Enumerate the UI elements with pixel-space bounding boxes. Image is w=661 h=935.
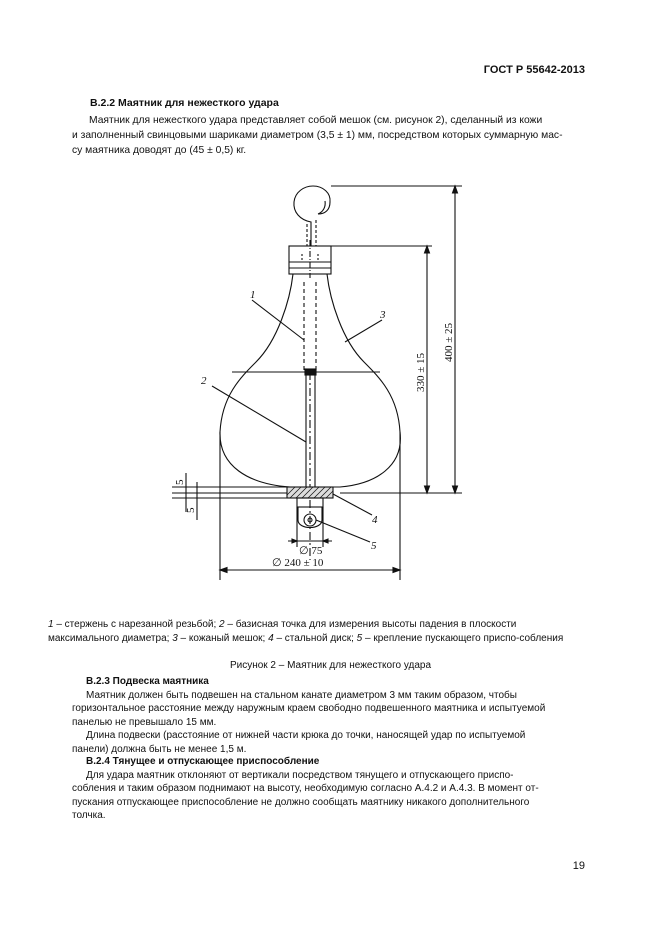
page-number: 19 xyxy=(572,860,585,872)
paragraph-line: Маятник для нежесткого удара представляет собой мешок (см. рисунок 2), сделанный из кожи xyxy=(89,115,543,126)
dimension-left-5-lower: 5 xyxy=(185,507,197,513)
paragraph-line: собления и таким образом поднимают на высоту, необходимую согласно А.4.2 и А.4.3. В момент от- xyxy=(72,783,539,795)
paragraph-line: панели) должна быть не менее 1,5 м. xyxy=(72,743,247,755)
paragraph-line: Маятник должен быть подвешен на стальном канате диаметром 3 мм таким образом, чтобы xyxy=(86,690,517,701)
callout-1: 1 xyxy=(250,289,256,301)
dimension-diameter-240: ∅ 240 ± 10 xyxy=(272,557,324,569)
paragraph-line: толчка. xyxy=(72,810,106,822)
legend-number: 4 xyxy=(268,632,274,644)
legend-number: 5 xyxy=(356,632,363,644)
paragraph-line: и заполненный свинцовыми шариками диаметром (3,5 ± 1) мм, посредством которых суммарную мас- xyxy=(72,130,563,141)
legend-text: – стальной диск; xyxy=(273,632,357,644)
legend-number: 1 xyxy=(48,619,54,630)
paragraph-b24 xyxy=(72,769,584,823)
dimension-height-330: 330 ± 15 xyxy=(415,352,427,392)
paragraph-line: панелью не превышало 15 мм. xyxy=(72,716,217,728)
dimension-diameter-75: ∅ 75 xyxy=(299,545,323,557)
callout-3: 3 xyxy=(380,309,386,321)
dimension-left-5-upper: 5 xyxy=(174,479,186,485)
document-code: ГОСТ Р 55642-2013 xyxy=(483,64,585,76)
legend-text: – стержень с нарезанной резьбой; xyxy=(53,619,220,630)
hook-inner xyxy=(318,201,325,214)
hook xyxy=(294,186,330,246)
section-heading-b22: В.2.2 Маятник для нежесткого удара xyxy=(90,97,279,109)
paragraph-line: горизонтальное расстояние между наружным краем свободно подвешенного маятника и испытуемой xyxy=(72,703,546,715)
paragraph-line: Для удара маятник отклоняют от вертикали посредством тянущего и отпускающего приспо- xyxy=(86,770,514,781)
legend-text: – кожаный мешок; xyxy=(177,632,269,644)
legend-number: 3 xyxy=(172,632,178,644)
callout-4: 4 xyxy=(372,514,378,526)
paragraph-line: су маятника доводят до (45 ± 0,5) кг. xyxy=(72,145,247,156)
paragraph-line: Длина подвески (расстояние от нижней части крюка до точки, наносящей удар по испытуемой xyxy=(86,730,526,742)
paragraph-line: пускания отпускающее приспособление не должно сообщать маятнику никакого дополнительного xyxy=(72,796,530,808)
legend-text: – базисная точка для измерения высоты падения в плоскости максимального диаметра; xyxy=(48,619,517,644)
section-heading-b23: В.2.3 Подвеска маятника xyxy=(86,676,209,687)
callout-5: 5 xyxy=(371,540,377,552)
legend-number: 2 xyxy=(219,619,225,630)
callout-2: 2 xyxy=(201,375,207,387)
dimension-height-400: 400 ± 25 xyxy=(443,322,455,362)
section-heading-b24: В.2.4 Тянущее и отпускающее приспособление xyxy=(86,756,320,767)
legend-text: – крепление пускающего приспо-собления xyxy=(362,632,564,644)
figure-legend xyxy=(48,618,586,645)
paragraph-b23 xyxy=(72,689,584,756)
figure-caption: Рисунок 2 – Маятник для нежесткого удара xyxy=(229,660,432,671)
